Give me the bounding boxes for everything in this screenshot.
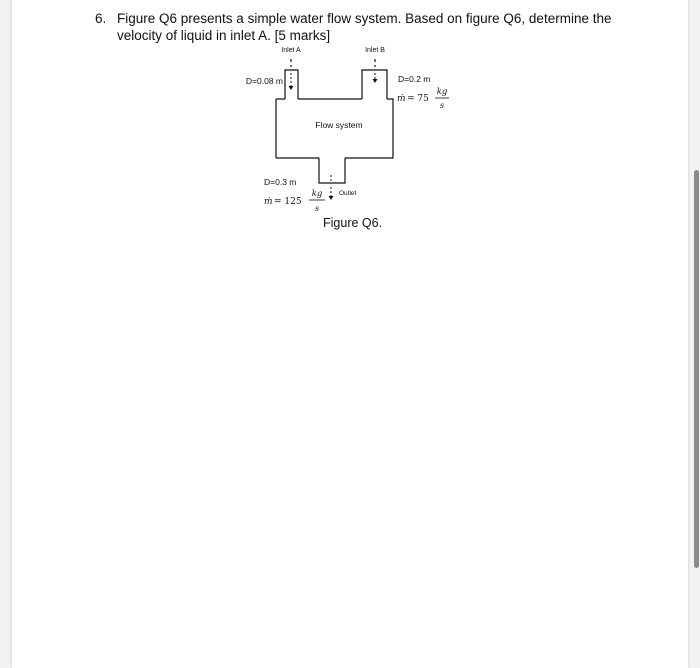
inlet-a-pipe — [285, 70, 298, 99]
inlet-b-arrow-icon — [373, 79, 378, 83]
flow-system-label: Flow system — [315, 120, 363, 130]
inlet-b-unit-numerator: kg — [436, 87, 448, 97]
inlet-b-label: Inlet B — [365, 47, 385, 54]
inlet-a-diameter: D=0.08 m — [245, 76, 283, 86]
outlet-mass-flow — [264, 189, 325, 213]
inlet-b-unit-denominator: s — [439, 101, 445, 110]
figure-caption: Figure Q6. — [323, 216, 383, 230]
question-number: 6. — [95, 11, 107, 26]
outlet-mdot-value: = 125 — [274, 197, 302, 207]
inlet-b-mdot-value: = 75 — [407, 94, 429, 104]
outlet-arrow-icon — [329, 196, 334, 200]
inlet-b-pipe — [362, 70, 387, 99]
inlet-b-diameter: D=0.2 m — [398, 74, 431, 84]
inlet-a-label: Inlet A — [281, 47, 301, 54]
question-text: Figure Q6 presents a simple water flow system. Based on figure Q6, determine the velocity of liquid in inlet A. [5 marks] — [117, 11, 612, 43]
inlet-b-mass-flow — [397, 87, 449, 110]
outlet-diameter: D=0.3 m — [264, 177, 297, 187]
outlet-unit-numerator: kg — [311, 189, 323, 199]
outlet-label: Outlet — [339, 190, 357, 197]
inlet-b-mdot-symbol: ṁ — [397, 94, 406, 104]
inlet-a-arrow-icon — [289, 86, 294, 90]
outlet-mdot-symbol: ṁ — [264, 197, 273, 207]
outlet-unit-denominator: s — [314, 204, 320, 213]
